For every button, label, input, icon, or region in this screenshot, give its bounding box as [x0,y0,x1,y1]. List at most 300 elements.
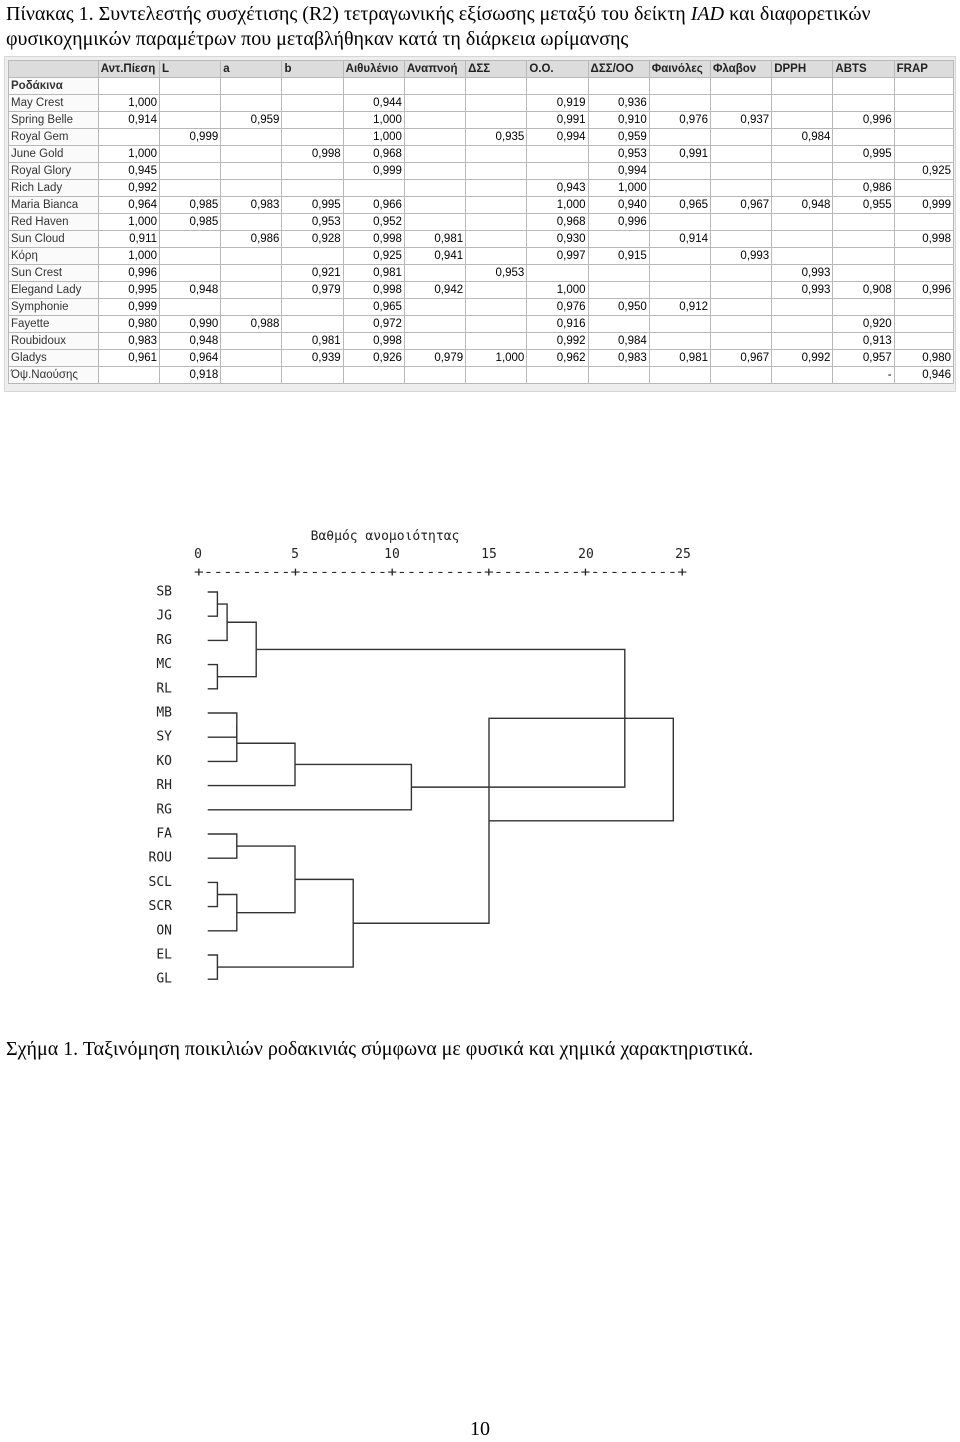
table-cell [772,248,833,265]
table-cell: 0,979 [282,282,343,299]
dendrogram-branch [208,665,218,689]
table-cell [833,265,894,282]
variety-name: Sun Crest [9,265,99,282]
table-cell: 0,998 [343,231,404,248]
axis-title: Βαθμός ανομοιότητας [310,529,460,544]
table-cell [772,333,833,350]
table-cell [404,112,465,129]
table-cell [160,95,221,112]
table-cell: 0,942 [404,282,465,299]
table-cell [649,333,710,350]
table-cell: 0,999 [98,299,159,316]
leaf-label: MC [156,657,172,673]
table-cell: - [833,367,894,384]
table-cell: 0,994 [527,129,588,146]
table-cell: 1,000 [527,282,588,299]
table-cell [833,95,894,112]
table-cell [466,282,527,299]
table-cell [710,214,771,231]
table-cell [772,367,833,384]
table-cell: 0,986 [221,231,282,248]
table-cell [466,214,527,231]
dendrogram-branch [489,718,673,820]
table-cell [160,299,221,316]
leaf-label: RH [156,778,172,794]
table-cell [894,112,953,129]
table-cell [710,231,771,248]
dendrogram-branch [208,743,295,785]
table-cell: 0,961 [98,350,159,367]
table-cell: 0,981 [649,350,710,367]
table-cell: 0,959 [221,112,282,129]
table-cell: 0,983 [98,333,159,350]
table-header-row [9,61,954,78]
table-cell [710,163,771,180]
column-header: ΔΣΣ/ΟΟ [588,61,649,78]
table-cell: 0,984 [772,129,833,146]
table-cell: 0,918 [160,367,221,384]
dendrogram-branch [208,834,237,858]
table-cell: 0,952 [343,214,404,231]
leaf-label: SCR [148,899,172,915]
tick-label: 25 [675,547,691,562]
table-cell: 0,919 [527,95,588,112]
table-cell: 0,914 [649,231,710,248]
table-cell [710,95,771,112]
subheader-label: Ροδάκινα [9,78,99,95]
table-cell [833,299,894,316]
table-cell: 0,968 [343,146,404,163]
table-cell: 0,944 [343,95,404,112]
table-cell [404,367,465,384]
column-header: Αιθυλένιο [343,61,404,78]
table-row [9,316,954,333]
variety-name: Rich Lady [9,180,99,197]
table-row [9,231,954,248]
leaf-label: RG [156,802,172,818]
table-cell: 0,925 [894,163,953,180]
table-cell: 0,928 [282,231,343,248]
table-row [9,299,954,316]
column-header: L [160,61,221,78]
table-cell [894,316,953,333]
table-cell: 0,953 [282,214,343,231]
table-cell: 0,986 [833,180,894,197]
table-cell [649,163,710,180]
table-cell [466,316,527,333]
table-cell: 0,985 [160,197,221,214]
table-cell: 0,992 [527,333,588,350]
column-header: Ο.Ο. [527,61,588,78]
table-row [9,367,954,384]
table-cell [588,265,649,282]
table-cell [894,333,953,350]
table-cell [588,367,649,384]
table-cell [588,316,649,333]
table-cell: 0,990 [160,316,221,333]
table-cell [833,214,894,231]
correlation-table [8,60,954,384]
table-cell: 0,981 [343,265,404,282]
table-cell [527,367,588,384]
tick-label: 5 [291,547,299,562]
tick-label: 10 [384,547,400,562]
table-cell: 0,937 [710,112,771,129]
table-cell [894,214,953,231]
table-cell [466,367,527,384]
table-cell: 0,964 [160,350,221,367]
table-cell: 0,996 [894,282,953,299]
table-cell: 0,935 [466,129,527,146]
table-cell [710,265,771,282]
dendrogram-figure [120,520,720,1000]
table-cell [833,129,894,146]
table-cell [710,333,771,350]
table-cell [221,214,282,231]
table-cell [160,248,221,265]
table-cell [772,78,833,95]
table-cell [649,78,710,95]
table-cell [772,112,833,129]
dendrogram-branch [208,713,237,737]
variety-name: June Gold [9,146,99,163]
table-row [9,333,954,350]
table-cell: 0,913 [833,333,894,350]
table-cell [343,367,404,384]
table-cell [772,180,833,197]
dendrogram-chart [120,520,720,1000]
table-cell: 0,953 [466,265,527,282]
table-cell: 0,916 [527,316,588,333]
table-cell: 0,979 [404,350,465,367]
table-cell [160,265,221,282]
table-cell: 0,950 [588,299,649,316]
table-cell [221,282,282,299]
table-cell [649,265,710,282]
column-header: Φλαβον [710,61,771,78]
dendrogram-branch [208,882,218,906]
table-cell [894,146,953,163]
table-cell: 0,996 [833,112,894,129]
table-cell [894,78,953,95]
table-cell [649,367,710,384]
table-cell [282,248,343,265]
table-cell: 0,966 [343,197,404,214]
dendrogram-branch [208,955,218,979]
table-cell [649,214,710,231]
table-cell: 1,000 [343,129,404,146]
figure-caption: Σχήμα 1. Ταξινόμηση ποικιλιών ροδακινιάς σύμφωνα με φυσικά και χημικά χαρακτηριστικά. [6,1038,754,1060]
table-caption-iad: IAD [690,3,725,25]
table-cell: 0,957 [833,350,894,367]
table-cell [710,299,771,316]
table-cell [404,180,465,197]
table-cell: 0,991 [527,112,588,129]
table-cell: 0,992 [772,350,833,367]
table-cell: 0,959 [588,129,649,146]
table-cell: 0,926 [343,350,404,367]
table-cell: 0,948 [772,197,833,214]
table-cell [404,78,465,95]
column-header: Φαινόλες [649,61,710,78]
variety-name: Fayette [9,316,99,333]
table-cell: 0,996 [98,265,159,282]
table-cell: 0,939 [282,350,343,367]
table-cell: 0,940 [588,197,649,214]
table-cell [527,265,588,282]
table-cell [894,248,953,265]
table-cell [772,163,833,180]
table-cell [466,231,527,248]
table-cell: 0,941 [404,248,465,265]
table-cell [404,197,465,214]
table-cell: 0,945 [98,163,159,180]
table-row [9,197,954,214]
table-row [9,163,954,180]
table-cell [710,316,771,333]
table-cell: 0,920 [833,316,894,333]
table-cell [343,78,404,95]
tick-label: 0 [194,547,202,562]
table-cell [588,78,649,95]
table-cell: 0,976 [649,112,710,129]
table-cell: 0,946 [894,367,953,384]
table-cell: 0,915 [588,248,649,265]
column-header [9,61,99,78]
variety-name: Elegand Lady [9,282,99,299]
table-cell: 0,996 [588,214,649,231]
table-cell [466,180,527,197]
table-cell [160,78,221,95]
table-cell [404,333,465,350]
table-cell [160,231,221,248]
table-cell [221,333,282,350]
table-cell [649,316,710,333]
leaf-label: RL [156,681,172,697]
variety-name: May Crest [9,95,99,112]
table-cell [894,95,953,112]
table-cell: 0,964 [98,197,159,214]
table-caption-part1: Πίνακας 1. Συντελεστής συσχέτισης (R2) τετραγωνικής εξίσωσης μεταξύ του δείκτη [6,3,691,25]
variety-name: Κόρη [9,248,99,265]
table-cell: 1,000 [588,180,649,197]
variety-name: Sun Cloud [9,231,99,248]
leaf-label: RG [156,632,172,648]
table-cell [772,231,833,248]
table-cell [221,163,282,180]
table-cell: 1,000 [98,95,159,112]
table-cell [404,129,465,146]
table-subheader-row [9,78,954,95]
table-cell [649,282,710,299]
table-cell: 0,983 [221,197,282,214]
table-cell: 0,998 [282,146,343,163]
table-row [9,95,954,112]
table-cell [98,78,159,95]
column-header: b [282,61,343,78]
variety-name: Όψ.Ναούσης [9,367,99,384]
table-cell: 0,985 [160,214,221,231]
dendrogram-branch [237,846,295,913]
table-cell: 0,921 [282,265,343,282]
table-cell: 0,976 [527,299,588,316]
dendrogram-branch [208,725,237,761]
table-cell [221,78,282,95]
table-cell [833,163,894,180]
table-cell [772,299,833,316]
variety-name: Spring Belle [9,112,99,129]
table-cell [343,180,404,197]
table-cell [710,78,771,95]
table-cell [710,129,771,146]
table-cell [404,146,465,163]
table-cell: 1,000 [98,248,159,265]
table-cell: 0,936 [588,95,649,112]
table-cell: 1,000 [98,146,159,163]
table-cell [221,248,282,265]
column-header: DPPH [772,61,833,78]
table-cell [221,265,282,282]
table-cell: 1,000 [98,214,159,231]
leaf-label: ROU [148,850,172,866]
table-cell [772,214,833,231]
table-cell [221,129,282,146]
table-cell [466,197,527,214]
leaf-label: GL [156,971,172,987]
table-row [9,350,954,367]
table-cell: 0,992 [98,180,159,197]
table-row [9,248,954,265]
table-cell: 0,972 [343,316,404,333]
table-cell [404,95,465,112]
table-cell [710,282,771,299]
table-cell: 0,943 [527,180,588,197]
leaf-label: JG [156,608,172,624]
table-cell [649,180,710,197]
column-header: Αναπνοή [404,61,465,78]
table-caption-part2: και διαφορετικών φυσικοχημικών παραμέτρων που μεταβλήθηκαν κατά τη διάρκεια ωρίμανσης [6,3,871,50]
table-cell [710,367,771,384]
table-cell [466,78,527,95]
table-cell: 0,908 [833,282,894,299]
table-cell [404,316,465,333]
table-cell [282,180,343,197]
table-cell: 0,999 [894,197,953,214]
table-cell [282,112,343,129]
table-cell: 0,994 [588,163,649,180]
table-cell [833,78,894,95]
column-header: ABTS [833,61,894,78]
table-cell [772,316,833,333]
table-cell: 0,955 [833,197,894,214]
table-cell [282,299,343,316]
table-cell [527,146,588,163]
table-row [9,129,954,146]
table-cell [221,299,282,316]
table-cell [588,231,649,248]
correlation-table-container [4,56,956,392]
table-row [9,112,954,129]
table-cell [894,299,953,316]
table-cell: 0,912 [649,299,710,316]
table-cell: 0,953 [588,146,649,163]
table-cell [894,180,953,197]
variety-name: Symphonie [9,299,99,316]
table-cell: 0,967 [710,197,771,214]
table-cell: 0,925 [343,248,404,265]
table-cell: 0,993 [772,265,833,282]
table-cell [282,367,343,384]
table-caption [6,2,956,52]
table-cell: 0,968 [527,214,588,231]
table-cell: 0,997 [527,248,588,265]
table-cell: 0,983 [588,350,649,367]
table-cell [282,78,343,95]
dendrogram-branch [208,592,218,616]
table-cell: 0,965 [343,299,404,316]
table-cell: 0,981 [282,333,343,350]
table-cell [160,112,221,129]
table-cell [833,231,894,248]
table-cell: 1,000 [527,197,588,214]
table-row [9,265,954,282]
table-cell [282,129,343,146]
table-cell [160,146,221,163]
leaf-label: MB [156,705,172,721]
table-cell: 0,988 [221,316,282,333]
leaf-label: SB [156,584,172,600]
table-cell [833,248,894,265]
table-cell [160,163,221,180]
table-cell: 0,998 [343,282,404,299]
table-cell [404,265,465,282]
table-cell [466,299,527,316]
table-cell: 0,998 [343,333,404,350]
column-header: FRAP [894,61,953,78]
table-row [9,214,954,231]
table-cell [649,248,710,265]
table-cell [466,248,527,265]
table-cell: 0,995 [833,146,894,163]
table-cell [588,282,649,299]
table-cell: 0,914 [98,112,159,129]
table-cell [98,129,159,146]
variety-name: Royal Gem [9,129,99,146]
variety-name: Gladys [9,350,99,367]
leaf-label: SCL [148,874,172,890]
table-cell [221,367,282,384]
table-cell [466,95,527,112]
table-row [9,146,954,163]
variety-name: Maria Bianca [9,197,99,214]
table-cell: 0,910 [588,112,649,129]
table-cell: 0,993 [710,248,771,265]
variety-name: Roubidoux [9,333,99,350]
table-cell [527,163,588,180]
table-cell [98,367,159,384]
dendrogram-branch [217,622,256,676]
column-header: ΔΣΣ [466,61,527,78]
leaf-label: ON [156,923,172,939]
table-cell: 0,993 [772,282,833,299]
table-cell: 1,000 [466,350,527,367]
table-cell [221,146,282,163]
table-cell [772,95,833,112]
tick-label: 20 [578,547,594,562]
leaf-label: EL [156,947,172,963]
table-row [9,282,954,299]
table-cell [404,163,465,180]
